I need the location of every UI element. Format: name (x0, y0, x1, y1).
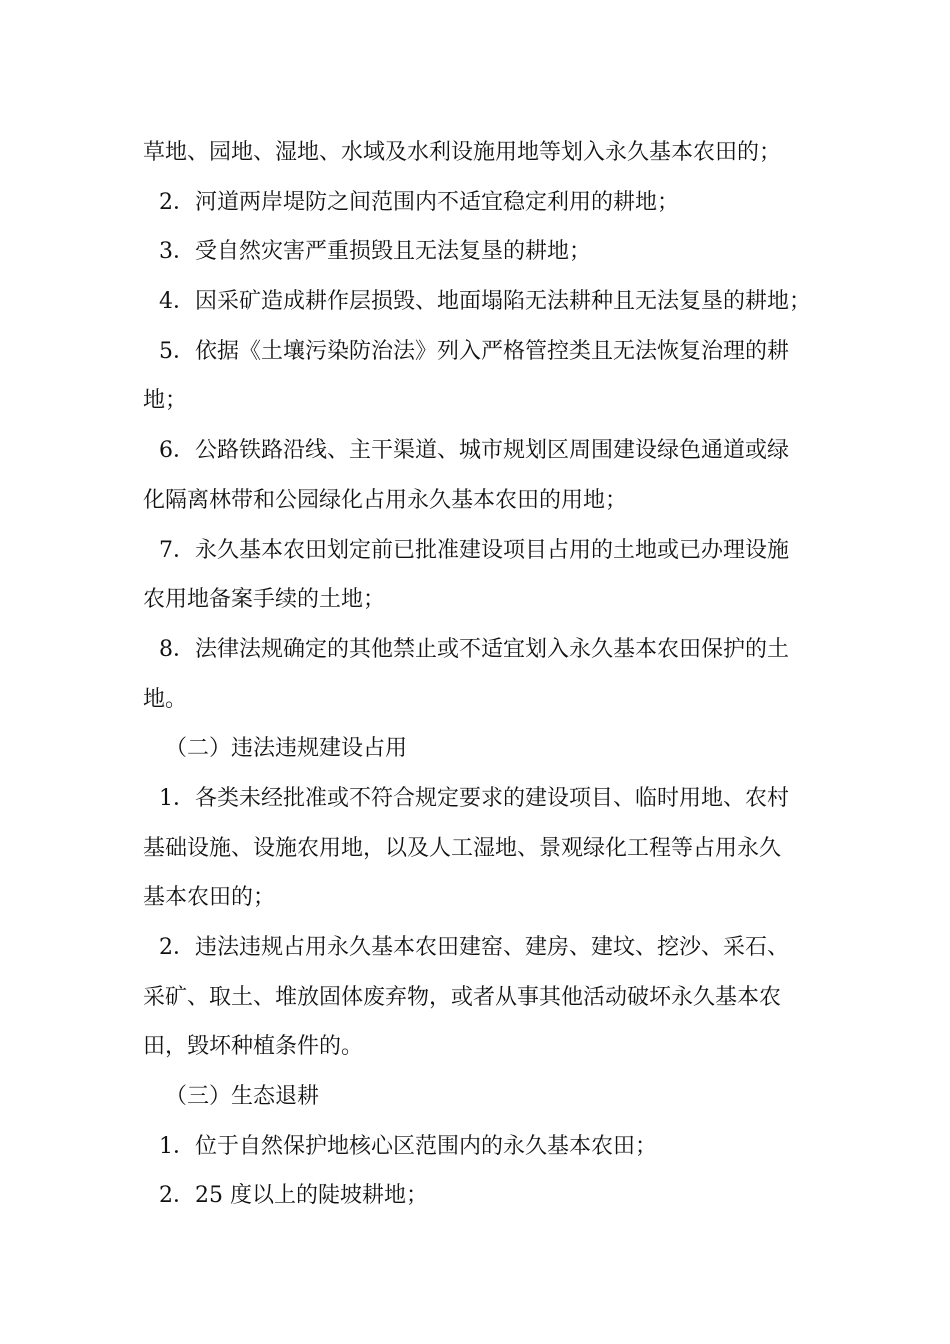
text-line: 农用地备案手续的土地； (143, 587, 386, 613)
list-item: 8．法律法规确定的其他禁止或不适宜划入永久基本农田保护的土 (159, 636, 789, 662)
text-line: 田，毁坏种植条件的。 (143, 1034, 364, 1060)
list-item: 1．各类未经批准或不符合规定要求的建设项目、临时用地、农村 (159, 785, 789, 811)
list-item: 4．因采矿造成耕作层损毁、地面塌陷无法耕种且无法复垦的耕地； (159, 289, 811, 315)
body-text (143, 128, 823, 1221)
text-line: 草地、园地、湿地、水域及水利设施用地等划入永久基本农田的； (143, 140, 782, 165)
text-line: 地； (143, 388, 188, 414)
section-heading: （三）生态退耕 (165, 1084, 320, 1110)
text-line: 化隔离林带和公园绿化占用永久基本农田的用地； (143, 487, 628, 513)
section-heading: （二）违法违规建设占用 (165, 736, 408, 762)
text-line: 采矿、取土、堆放固体废弃物，或者从事其他活动破坏永久基本农 (143, 984, 782, 1010)
list-item: 2．违法违规占用永久基本农田建窑、建房、建坟、挖沙、采石、 (159, 935, 789, 960)
list-item: 7．永久基本农田划定前已批准建设项目占用的土地或已办理设施 (159, 537, 789, 563)
text-line: 基础设施、设施农用地，以及人工湿地、景观绿化工程等占用永久 (143, 835, 782, 861)
text-line: 基本农田的； (143, 885, 276, 911)
list-item: 1．位于自然保护地核心区范围内的永久基本农田； (159, 1133, 657, 1159)
list-item: 2．25 度以上的陡坡耕地； (159, 1183, 428, 1209)
text-line: 地。 (143, 686, 188, 712)
list-item: 2．河道两岸堤防之间范围内不适宜稳定利用的耕地； (159, 189, 679, 215)
list-item: 5．依据《土壤污染防治法》列入严格管控类且无法恢复治理的耕 (159, 338, 789, 364)
list-item: 3．受自然灾害严重损毁且无法复垦的耕地； (159, 239, 591, 265)
list-item: 6．公路铁路沿线、主干渠道、城市规划区周围建设绿色通道或绿 (159, 438, 789, 464)
